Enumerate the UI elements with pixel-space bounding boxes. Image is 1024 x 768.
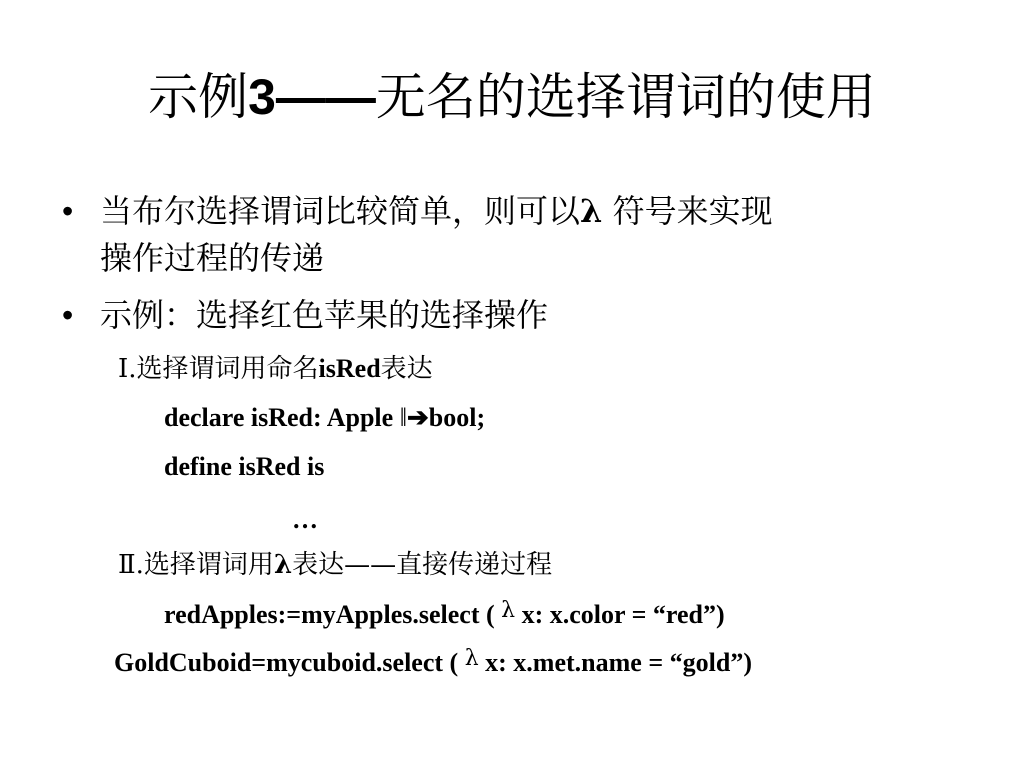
goldcuboid-suffix: x: x.met.name = “gold”) — [478, 648, 752, 677]
arrow-icon: ➔ — [407, 403, 429, 432]
code-goldcuboid-line — [114, 646, 752, 682]
lambda-symbol: λ — [580, 192, 603, 230]
code-redapples-line — [164, 598, 725, 634]
redapples-suffix: x: x.color = “red”) — [515, 600, 725, 629]
section-2-suffix: 表达——直接传递过程 — [292, 550, 553, 580]
title-prefix: 示例 — [148, 68, 249, 126]
bullet-2-text: 示例：选择红色苹果的选择操作 — [100, 296, 549, 334]
declare-prefix: declare isRed: Apple — [164, 403, 400, 432]
goldcuboid-prefix: GoldCuboid=mycuboid.select ( — [114, 648, 465, 677]
section-1-suffix: 表达 — [380, 354, 433, 384]
section-1-label: Ⅰ.选择谓词用命名 — [118, 354, 319, 384]
bullet-marker: • — [62, 297, 74, 333]
bullet-1-rest: 符号来实现 — [602, 192, 773, 230]
code-define-line: define isRed is — [164, 452, 325, 481]
bullet-1-line-2: 操作过程的传递 — [100, 239, 325, 277]
slide-title — [0, 62, 1024, 132]
lambda-symbol: λ — [464, 646, 479, 671]
declare-suffix: bool; — [428, 403, 486, 432]
section-2-label: Ⅱ.选择谓词用 — [118, 550, 274, 580]
code-declare-line — [164, 401, 485, 435]
bullet-1-line-1 — [100, 191, 773, 231]
lambda-symbol: λ — [501, 598, 516, 623]
section-2-heading — [118, 548, 552, 582]
section-1-code: isRed — [318, 354, 381, 383]
title-number: 3—— — [248, 69, 376, 125]
code-ellipsis: … — [292, 505, 318, 534]
title-suffix: 无名的选择谓词的使用 — [375, 68, 876, 126]
section-2-lambda: λ — [273, 550, 293, 580]
parallel-symbol: ‖ — [399, 403, 407, 432]
bullet-1-text: 当布尔选择谓词比较简单，则可以 — [100, 192, 581, 230]
redapples-prefix: redApples:=myApples.select ( — [164, 600, 502, 629]
section-1-heading — [118, 352, 433, 386]
bullet-marker: • — [62, 193, 74, 229]
